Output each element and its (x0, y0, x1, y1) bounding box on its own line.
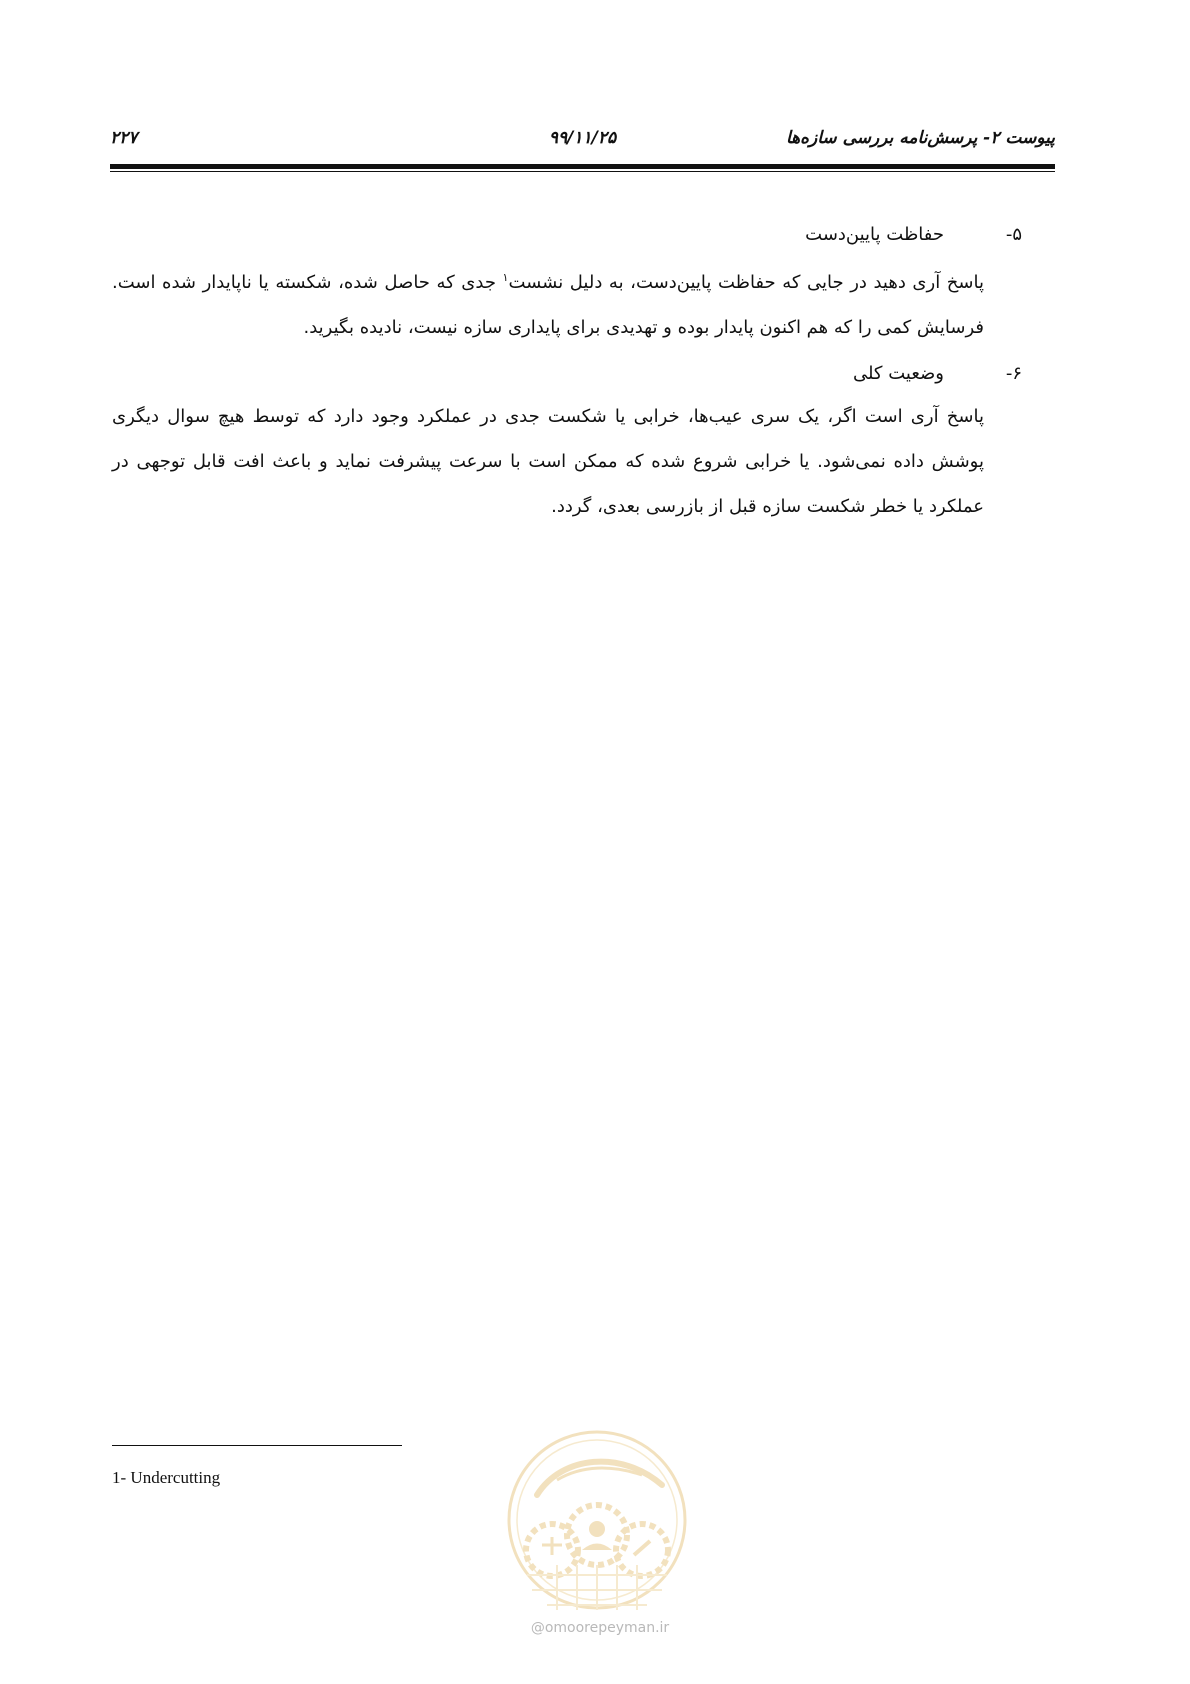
page-number: ۲۲۷ (110, 128, 138, 148)
section-6-paragraph: پاسخ آری است اگر، یک سری عیب‌ها، خرابی یا شکست جدی در عملکرد وجود دارد که توسط هیچ سوال دیگری پوشش داده نمی‌شود. یا خرابی شروع شده که ممکن است با سرعت پیشرفت نماید و باعث افت قابل توجهی در عملکرد یا خطر شکست سازه قبل از بازرسی بعدی، گردد. (112, 406, 984, 517)
header-title: پیوست ۲- پرسش‌نامه بررسی سازه‌ها (785, 128, 1055, 148)
footnote-text: 1- Undercutting (112, 1468, 221, 1487)
watermark-url: @omoorepeyman.ir (530, 1620, 670, 1636)
footnote-reference: ۱ (502, 271, 509, 284)
header-date: ۹۹/۱۱/۲۵ (548, 128, 617, 148)
main-content (112, 215, 1022, 533)
section-6-title: وضعیت کلی (852, 363, 944, 384)
section-5-number: ۵- (1005, 224, 1022, 245)
section-5-heading (112, 215, 1022, 255)
header-rule-thin (110, 171, 1055, 172)
section-6-number: ۶- (1005, 363, 1022, 384)
page-header (110, 128, 1055, 158)
section-5-text-part2: جدی که حاصل شده، شکسته یا ناپایدار شده است. فرسایش کمی را که هم اکنون پایدار بوده و تهدیدی برای پایداری سازه نیست، نادیده بگیرید. (112, 272, 984, 338)
section-5-paragraph (112, 255, 984, 350)
watermark-logo (502, 1425, 692, 1635)
section-6-heading (112, 354, 1022, 394)
section-5-text-part1: پاسخ آری دهید در جایی که حفاظت پایین‌دست، به دلیل نشست (508, 272, 984, 293)
header-rule-thick (110, 164, 1055, 169)
section-5-title: حفاظت پایین‌دست (805, 224, 944, 245)
footnote-rule (112, 1445, 402, 1446)
